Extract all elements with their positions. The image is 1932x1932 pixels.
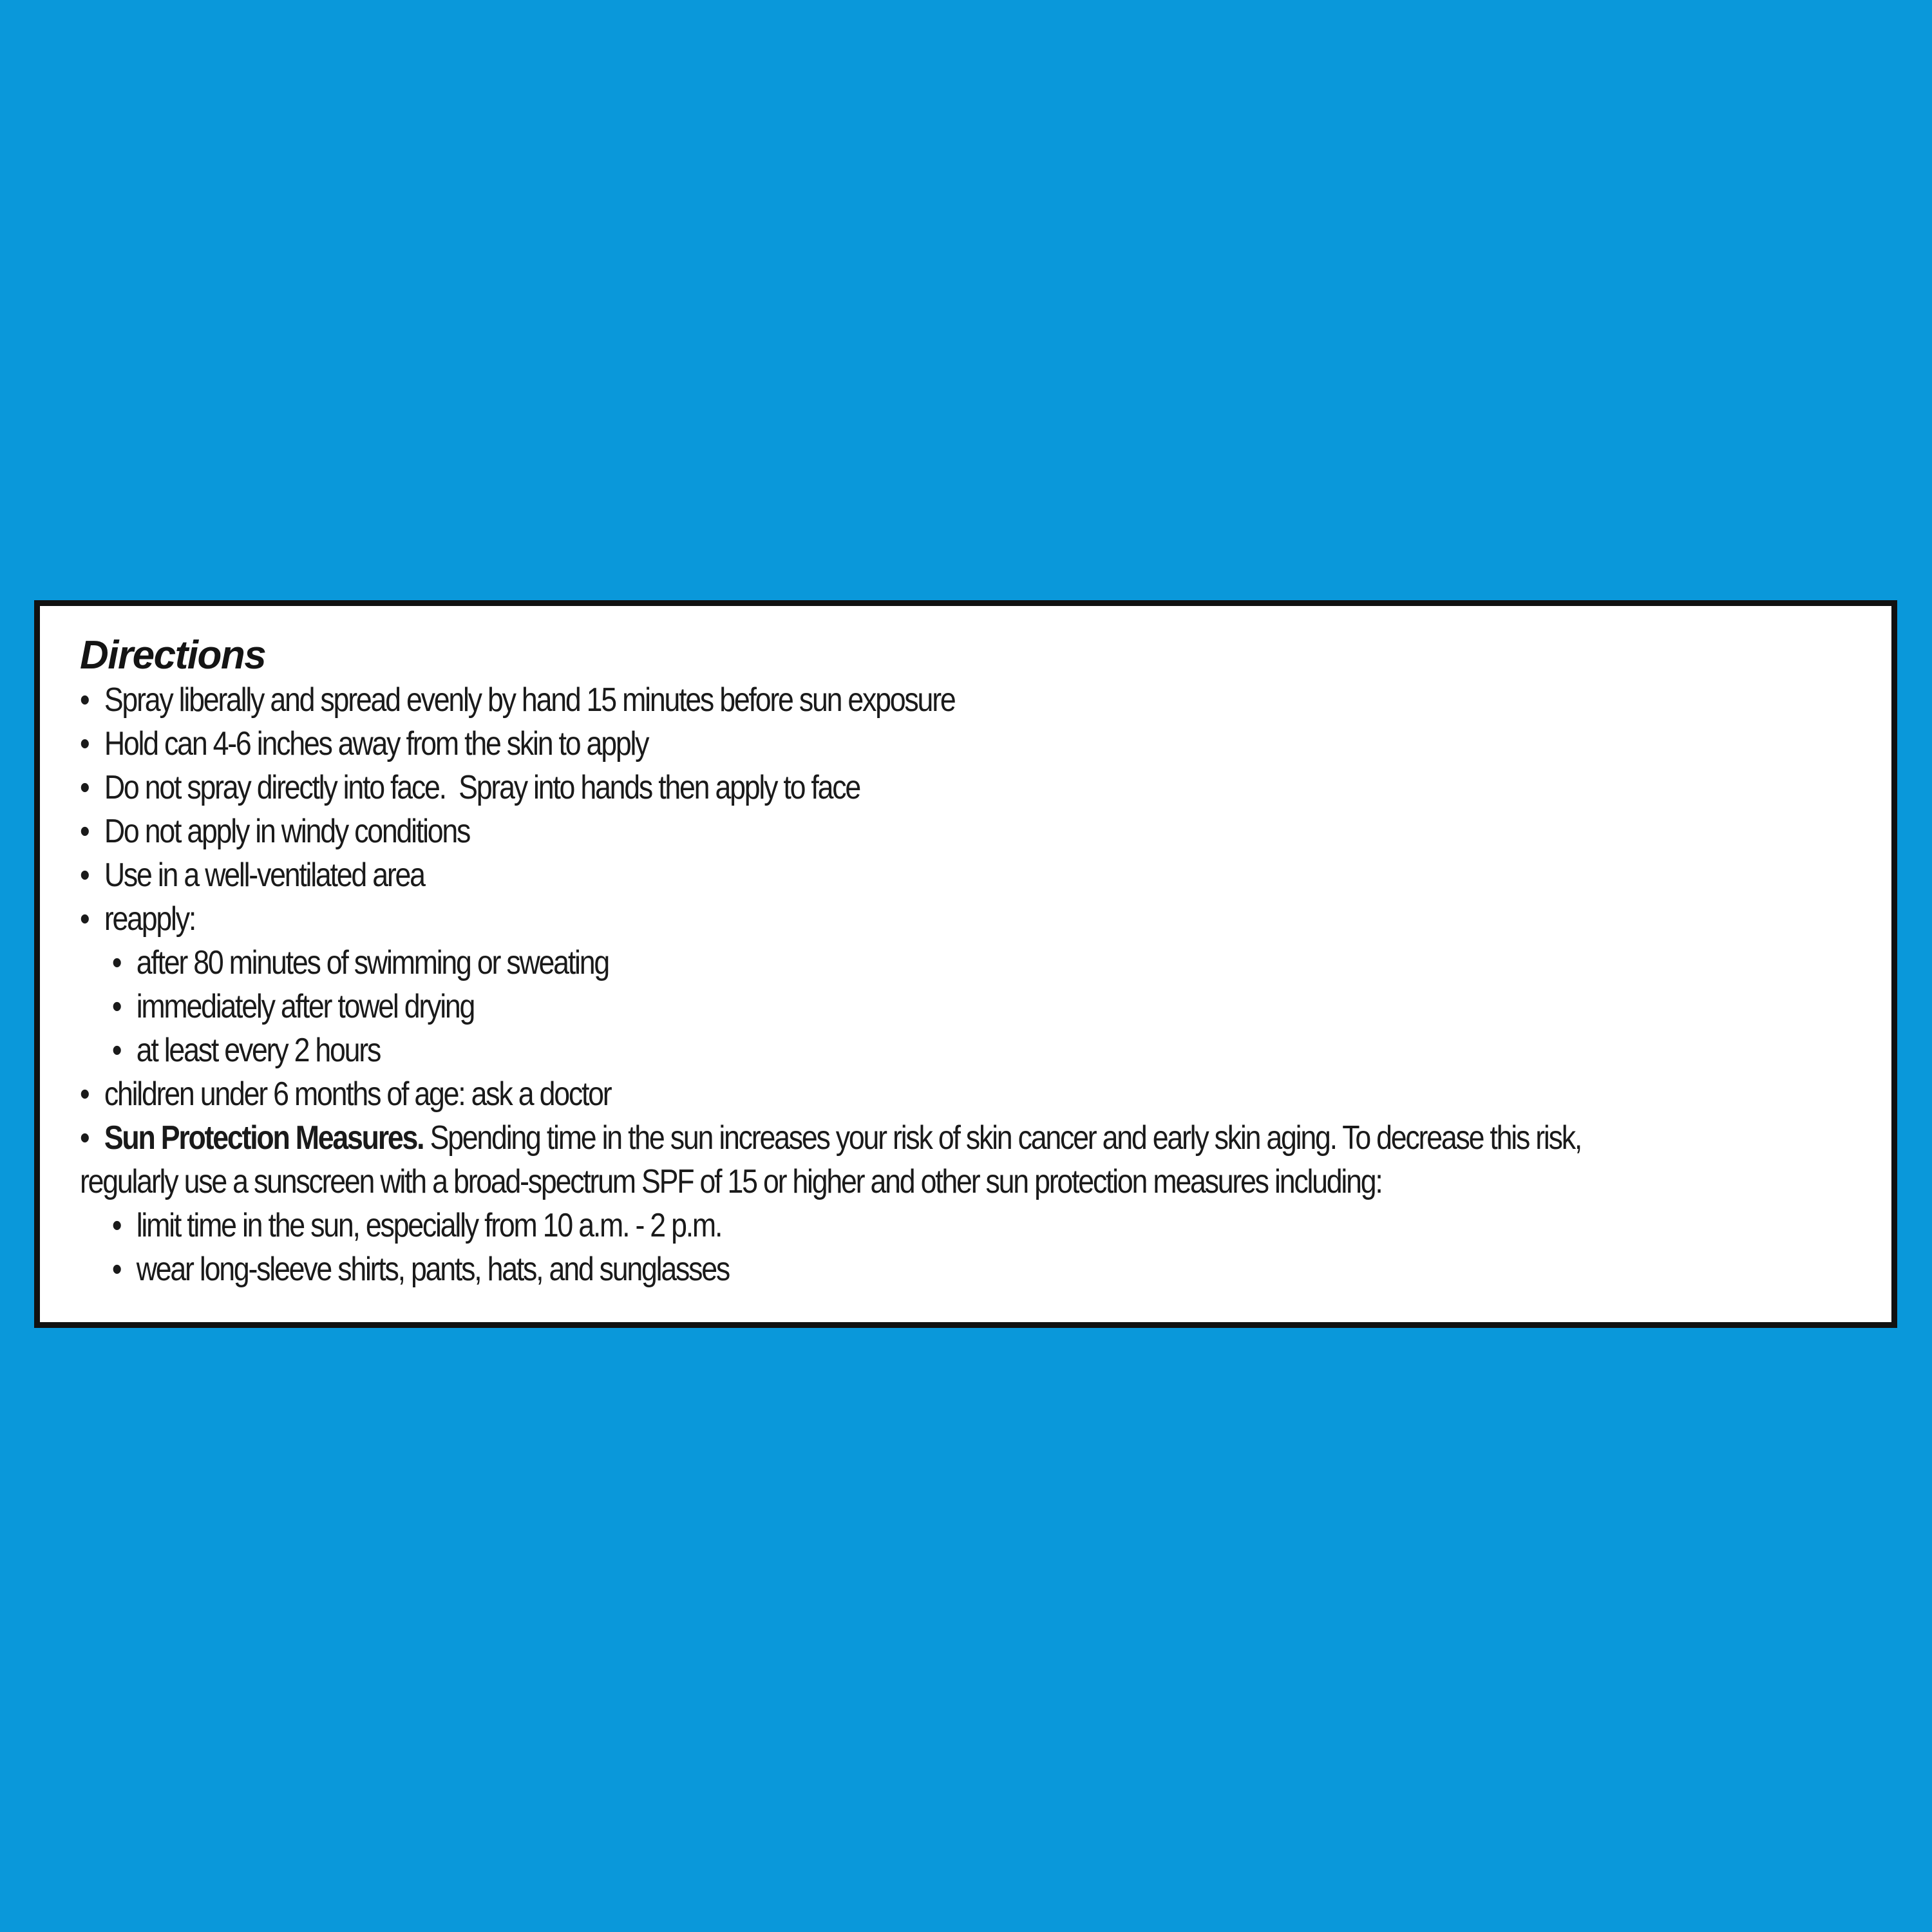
sub-list-item: • after 80 minutes of swimming or sweating bbox=[80, 941, 1604, 985]
sun-protection-text-line1: Spending time in the sun increases your risk of skin cancer and early skin aging. To decrease this risk, bbox=[423, 1119, 1582, 1157]
list-item-reapply: • reapply: bbox=[80, 897, 1604, 941]
bullet-icon: • bbox=[80, 681, 89, 719]
bullet-icon: • bbox=[111, 944, 121, 981]
bullet-icon: • bbox=[80, 813, 89, 850]
bullet-icon: • bbox=[80, 1119, 89, 1157]
list-item: • Use in a well-ventilated area bbox=[80, 853, 1604, 897]
sun-protection-title: Sun Protection Measures. bbox=[104, 1119, 424, 1157]
bullet-icon: • bbox=[80, 900, 89, 938]
list-item: • Hold can 4-6 inches away from the skin to apply bbox=[80, 722, 1604, 766]
sub-list-item: • wear long-sleeve shirts, pants, hats, and sunglasses bbox=[80, 1247, 1604, 1291]
directions-heading: Directions bbox=[80, 633, 266, 677]
bullet-icon: • bbox=[111, 1207, 121, 1244]
list-item: • Do not spray directly into face. Spray into hands then apply to face bbox=[80, 766, 1604, 810]
list-item-children: • children under 6 months of age: ask a doctor bbox=[80, 1072, 1604, 1116]
sub-list-item: • at least every 2 hours bbox=[80, 1028, 1604, 1072]
bullet-icon: • bbox=[111, 1032, 121, 1069]
bullet-icon: • bbox=[111, 1251, 121, 1288]
sun-protection-text-line2: regularly use a sunscreen with a broad-spectrum SPF of 15 or higher and other sun protection measures including: bbox=[80, 1163, 1382, 1200]
list-item: • Spray liberally and spread evenly by hand 15 minutes before sun exposure bbox=[80, 678, 1604, 722]
sub-list-item: • immediately after towel drying bbox=[80, 985, 1604, 1028]
bullet-icon: • bbox=[80, 769, 89, 806]
bullet-icon: • bbox=[80, 725, 89, 762]
list-item: • Do not apply in windy conditions bbox=[80, 810, 1604, 853]
directions-panel bbox=[34, 600, 1897, 1328]
sub-list-item: • limit time in the sun, especially from 10 a.m. - 2 p.m. bbox=[80, 1204, 1604, 1247]
bullet-icon: • bbox=[80, 857, 89, 894]
sun-protection-paragraph bbox=[80, 1116, 1604, 1160]
bullet-icon: • bbox=[111, 988, 121, 1025]
bullet-icon: • bbox=[80, 1075, 89, 1113]
